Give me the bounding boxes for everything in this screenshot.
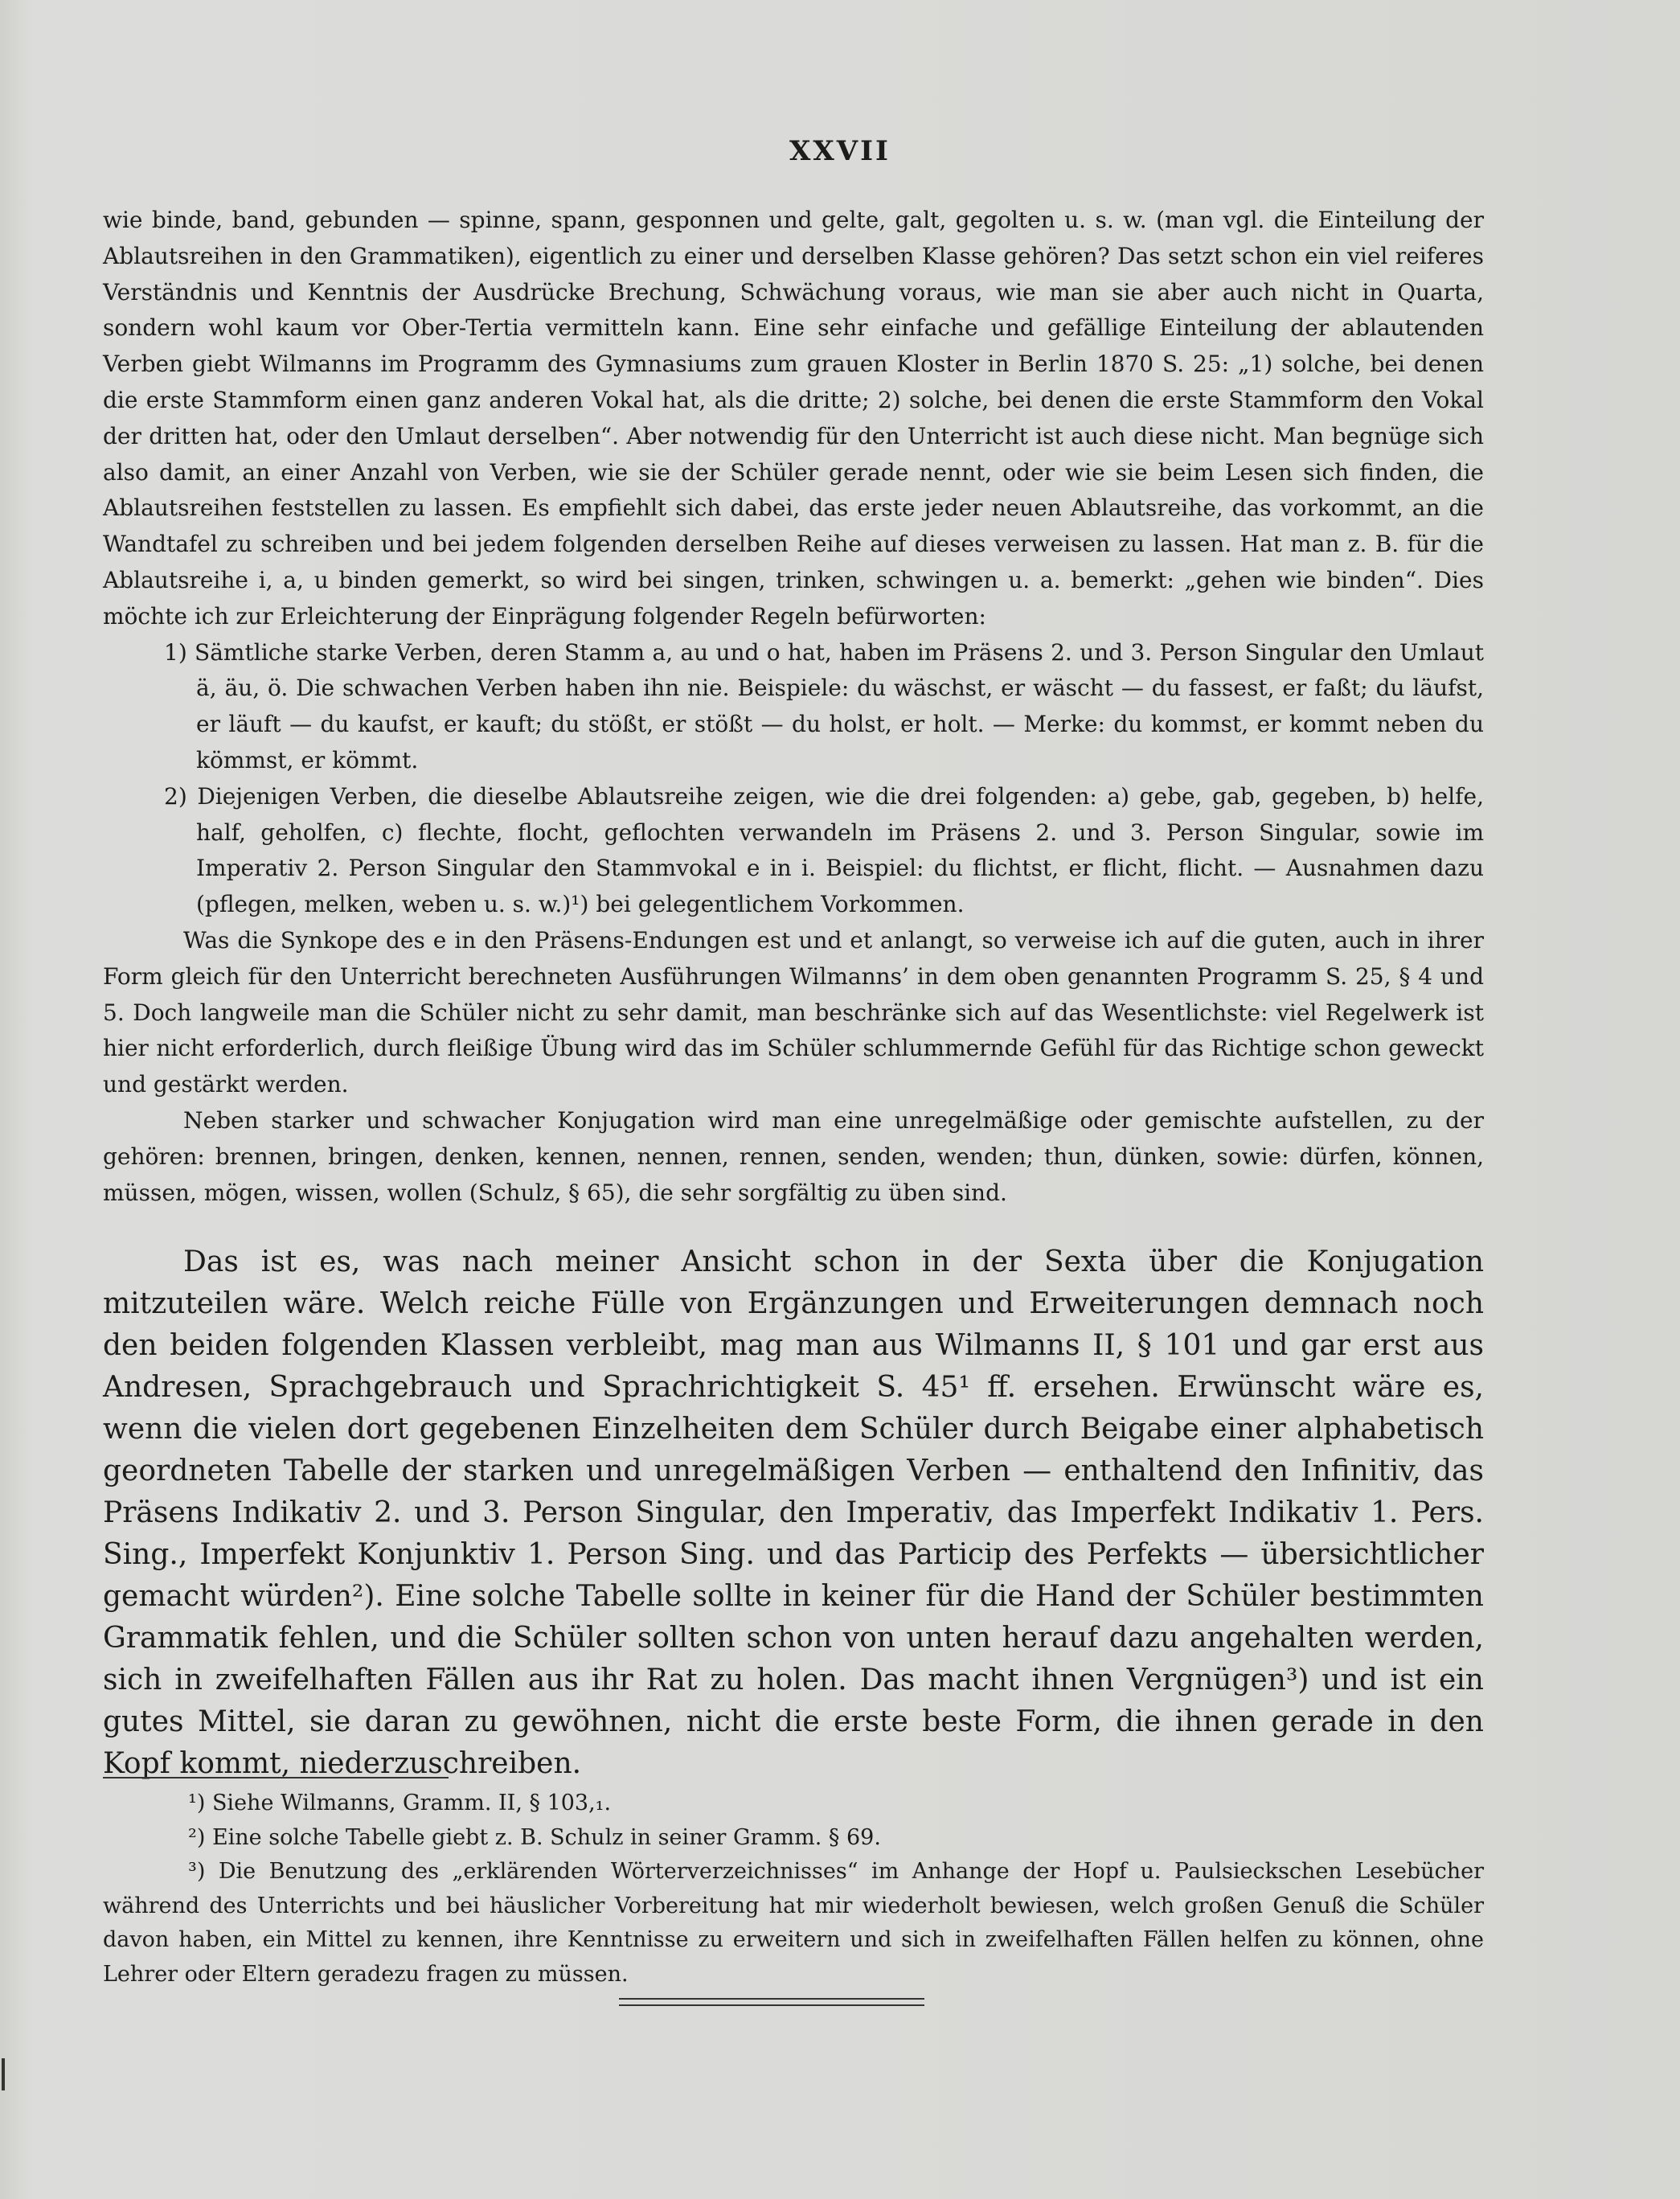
rule-item-2: 2) Diejenigen Verben, die dieselbe Ablautsreihe zeigen, wie die drei folgenden: a) gebe, gab, gegeben, b) helfe, half, geholfen, c) flechte, flocht, geflochten verwandeln im Präsens 2. und 3. Person Singular, sowie im Imperativ 2. Person Singular den Stammvokal e in i. Beispiel: du flichtst, er flicht, flicht. — Ausnahmen dazu (pflegen, melken, weben u. s. w.)¹) bei gelegentlichem Vorkommen. <box>164 782 1484 918</box>
footnote-1: ¹) Siehe Wilmanns, Gramm. II, § 103,₁. <box>188 1791 612 1815</box>
footnotes <box>103 1787 1484 1992</box>
paragraph-synkope: Was die Synkope des e in den Präsens-Endungen est und et anlangt, so verweise ich auf die guten, auch in ihrer Form gleich für den Unterricht berechneten Ausführungen Wilmanns’ in dem oben genannten Programm S. 25, § 4 und 5. Doch langweile man die Schüler nicht zu sehr damit, man beschränke sich auf das Wesentlichste: viel Regelwerk ist hier nicht erforderlich, durch fleißige Übung wird das im Schüler schlummernde Gefühl für das Richtige schon geweckt und gestärkt werden. <box>103 926 1484 1098</box>
page-number: XXVII <box>789 135 891 167</box>
footnote-2: ²) Eine solche Tabelle giebt z. B. Schulz in seiner Gramm. § 69. <box>188 1824 881 1850</box>
rule-item-1: 1) Sämtliche starke Verben, deren Stamm a, au und o hat, haben im Präsens 2. und 3. Person Singular den Umlaut ä, äu, ö. Die schwachen Verben haben ihn nie. Beispiele: du wäschst, er wäscht — du fassest, er faßt; du läufst, er läuft — du kaufst, er kauft; du stößt, er stößt — du holst, er holt. — Merke: du kommst, er kommt neben du kömmst, er kömmt. <box>164 638 1484 773</box>
paragraph-unregelmaessig: Neben starker und schwacher Konjugation wird man eine unregelmäßige oder gemischte aufstellen, zu der gehören: brennen, bringen, denken, kennen, nennen, rennen, senden, wenden; thun, dünken, sowie: dürfen, können, müssen, mögen, wissen, wollen (Schulz, § 65), die sehr sorgfältig zu üben sind. <box>103 1106 1484 1206</box>
end-double-rule <box>619 1998 924 2006</box>
paragraph-ablaut: wie binde, band, gebunden — spinne, spann, gesponnen und gelte, galt, gegolten u. s. w. (man vgl. die Einteilung der Ablautsreihen in den Grammatiken), eigentlich zu einer und derselben Klasse gehören? Das setzt schon ein viel reiferes Verständnis und Kenntnis der Ausdrücke Brechung, Schwächung voraus, wie man sie aber auch nicht in Quarta, sondern wohl kaum vor Ober-Tertia vermitteln kann. Eine sehr einfache und gefällige Einteilung der ablautenden Verben giebt Wilmanns im Programm des Gymnasiums zum grauen Kloster in Berlin 1870 S. 25: „1) solche, bei denen die erste Stammform einen ganz anderen Vokal hat, als die dritte; 2) solche, bei denen die erste Stammform den Vokal der dritten hat, oder den Umlaut derselben“. Aber notwendig für den Unterricht ist auch diese nicht. Man begnüge sich also damit, an einer Anzahl von Verben, wie sie der Schüler gerade nennt, oder wie sie beim Lesen sich finden, die Ablautsreihen feststellen zu lassen. Es empfiehlt sich dabei, das erste jeder neuen Ablautsreihe, das vorkommt, an die Wandtafel zu schreiben und bei jedem folgenden derselben Reihe auf dieses verweisen zu lassen. Hat man z. B. für die Ablautsreihe i, a, u binden gemerkt, so wird bei singen, trinken, schwingen u. a. bemerkt: „gehen wie binden“. Dies möchte ich zur Erleichterung der Einprägung folgender Regeln befürworten: <box>103 207 1484 630</box>
body-large-section <box>103 1241 1484 1785</box>
footnote-3: ³) Die Benutzung des „erklärenden Wörterverzeichnisses“ im Anhange der Hopf u. Paulsieckschen Lesebücher während des Unterrichts und bei häuslicher Vorbereitung hat mir wiederholt bewiesen, welch großen Genuß die Schüler davon haben, ein Mittel zu kennen, ihre Kenntnisse zu erweitern und sich in zweifelhaften Fällen helfen zu können, ohne Lehrer oder Eltern geradezu fragen zu müssen. <box>103 1859 1484 1987</box>
body-small-section <box>103 203 1484 1211</box>
footnote-separator <box>103 1777 449 1778</box>
binding-mark <box>2 2058 5 2090</box>
paragraph-sexta: Das ist es, was nach meiner Ansicht schon in der Sexta über die Konjugation mitzuteilen wäre. Welch reiche Fülle von Ergänzungen und Erweiterungen demnach noch den beiden folgenden Klassen verbleibt, mag man aus Wilmanns II, § 101 und gar erst aus Andresen, Sprachgebrauch und Sprachrichtigkeit S. 45¹ ff. ersehen. Erwünscht wäre es, wenn die vielen dort gegebenen Einzelheiten dem Schüler durch Beigabe einer alphabetisch geordneten Tabelle der starken und unregelmäßigen Verben — enthaltend den Infinitiv, das Präsens Indikativ 2. und 3. Person Singular, den Imperativ, das Imperfekt Indikativ 1. Pers. Sing., Imperfekt Konjunktiv 1. Person Sing. und das Particip des Perfekts — übersichtlicher gemacht würden²). Eine solche Tabelle sollte in keiner für die Hand der Schüler bestimmten Grammatik fehlen, und die Schüler sollten schon von unten herauf dazu angehalten werden, sich in zweifelhaften Fällen aus ihr Rat zu holen. Das macht ihnen Vergnügen³) und ist ein gutes Mittel, sie daran zu gewöhnen, nicht die erste beste Form, die ihnen gerade in den Kopf kommt, niederzuschreiben. <box>103 1245 1484 1780</box>
